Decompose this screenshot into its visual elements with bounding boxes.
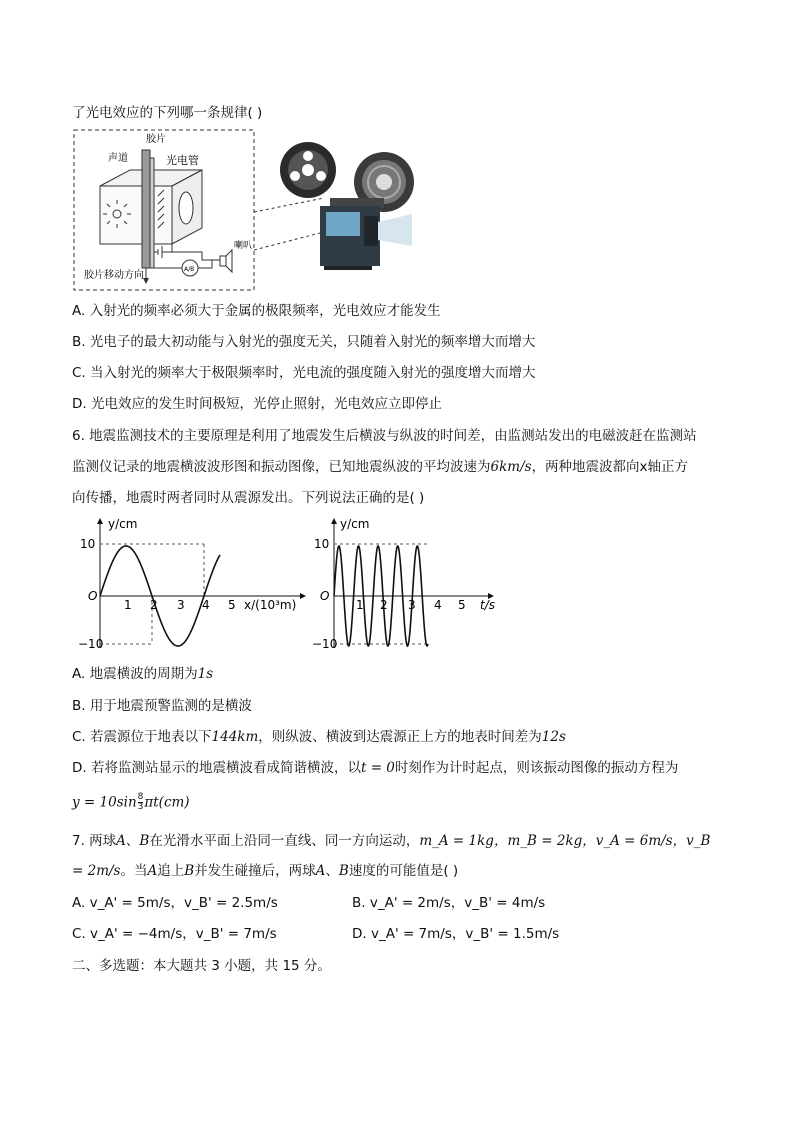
vibration-graph-xtick-5: 5 <box>458 598 466 612</box>
wave-graph-xlabel: x/(10³m) <box>244 598 297 612</box>
wave-graph-xtick-1: 1 <box>124 598 132 612</box>
q7-option-a: A. v_A' = 5m/s，v_B' = 2.5m/s <box>72 895 278 911</box>
phototube-diagram <box>72 128 422 294</box>
wave-graph-xtick-4: 4 <box>202 598 210 612</box>
vibration-graph-xtick-3: 3 <box>408 598 416 612</box>
wave-graph-ytick-top: 10 <box>80 537 96 551</box>
wave-graph-xtick-3: 3 <box>177 598 185 612</box>
q6-stem-line2: 监测仪记录的地震横波波形图和振动图像，已知地震纵波的平均波速为6km/s，两种地震波都向x轴正方 <box>72 459 689 475</box>
film-label: 胶片 <box>146 134 166 145</box>
q6-option-d: D. 若将监测站显示的地震横波看成简谐横波，以t = 0时刻作为计时起点，则该振动图像的振动方程为 <box>72 760 679 776</box>
q6-stem-line1: 6. 地震监测技术的主要原理是利用了地震发生后横波与纵波的时间差，由监测站发出的电磁波赶在监测站 <box>72 428 697 444</box>
sound-track-label: 声道 <box>108 153 128 164</box>
vibration-graph-xlabel: t/s <box>480 598 495 612</box>
q5-option-b: B. 光电子的最大初动能与入射光的强度无关，只随着入射光的频率增大而增大 <box>72 334 536 350</box>
projector-image <box>280 142 414 270</box>
vibration-graph-ylabel: y/cm <box>340 517 370 531</box>
vibration-graph-ytick-top: 10 <box>314 537 330 551</box>
vibration-graph-xtick-4: 4 <box>434 598 442 612</box>
vibration-graph <box>312 516 502 652</box>
q7-option-b: B. v_A' = 2m/s，v_B' = 4m/s <box>352 895 546 911</box>
q7-option-d: D. v_A' = 7m/s，v_B' = 1.5m/s <box>352 926 560 942</box>
q5-option-a: A. 入射光的频率必须大于金属的极限频率，光电效应才能发生 <box>72 303 441 319</box>
section-2-heading: 二、多选题：本大题共 3 小题，共 15 分。 <box>72 958 331 974</box>
q6-stem-line3: 向传播，地震时两者同时从震源发出。下列说法正确的是( ) <box>72 490 425 506</box>
film-direction-label: 胶片移动方向 <box>84 270 144 281</box>
wave-graph-xtick-2: 2 <box>150 598 158 612</box>
wave-graph-origin: O <box>88 589 98 603</box>
q5-option-d: D. 光电效应的发生时间极短，光停止照射，光电效应立即停止 <box>72 396 442 412</box>
phototube-label: 光电管 <box>166 154 199 167</box>
q6-option-d-equation: y = 10sin $\frac{8}{3}$ πt(cm) <box>72 792 190 812</box>
vibration-graph-xtick-2: 2 <box>380 598 388 612</box>
q7-stem-line2: = 2m/s。当A追上B并发生碰撞后，两球A、B速度的可能值是( ) <box>72 863 459 879</box>
wave-graph-xtick-5: 5 <box>228 598 236 612</box>
speaker-label: 喇叭 <box>234 241 253 251</box>
wave-graph-ylabel: y/cm <box>108 517 138 531</box>
wave-graph <box>78 516 308 652</box>
q7-stem-line1: 7. 两球A、B在光滑水平面上沿同一直线、同一方向运动，m_A = 1kg，m_B = 2kg，v_A = 6m/s，v_B <box>72 833 711 849</box>
q6-option-a: A. 地震横波的周期为1s <box>72 666 214 682</box>
q6-option-c: C. 若震源位于地表以下144km，则纵波、横波到达震源正上方的地表时间差为12s <box>72 729 566 745</box>
q6-option-b: B. 用于地震预警监测的是横波 <box>72 698 252 714</box>
q7-option-c: C. v_A' = −4m/s，v_B' = 7m/s <box>72 926 277 942</box>
svg-text:A/B: A/B <box>184 266 195 273</box>
vibration-graph-ytick-bottom: −10 <box>312 637 338 651</box>
vibration-graph-origin: O <box>320 589 330 603</box>
q5-stem: 了光电效应的下列哪一条规律( ) <box>72 105 263 121</box>
q5-option-c: C. 当入射光的频率大于极限频率时，光电流的强度随入射光的强度增大而增大 <box>72 365 536 381</box>
wave-graph-ytick-bottom: −10 <box>78 637 104 651</box>
vibration-graph-xtick-1: 1 <box>356 598 364 612</box>
